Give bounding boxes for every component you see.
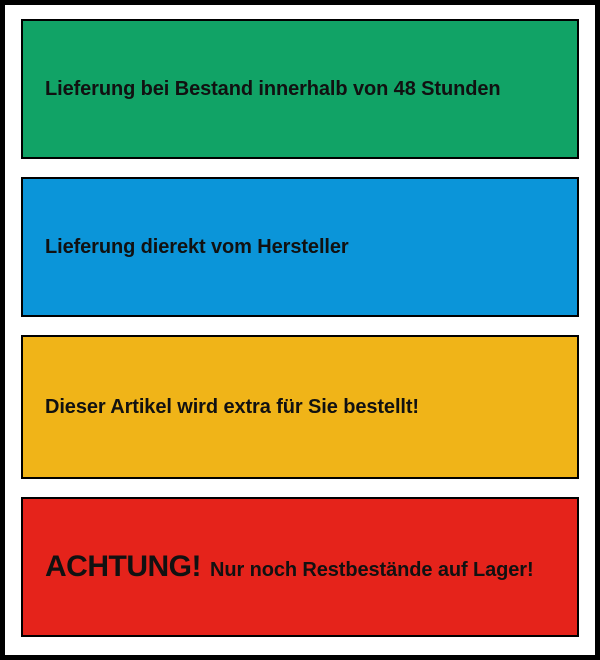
banner-attention-remaining-stock: [21, 497, 579, 637]
banner-delivery-48h-label: Lieferung bei Bestand innerhalb von 48 Stunden: [45, 77, 501, 100]
banner-attention-shout-label: ACHTUNG!: [45, 549, 201, 583]
banner-delivery-manufacturer-label: Lieferung dierekt vom Hersteller: [45, 235, 349, 258]
banner-attention-detail-label: Nur noch Restbestände auf Lager!: [209, 558, 534, 581]
banner-delivery-48h: [21, 19, 579, 159]
banner-special-order-label: Dieser Artikel wird extra für Sie bestellt!: [45, 395, 419, 418]
banner-attention-text-group: [23, 550, 548, 585]
banner-special-order: [21, 335, 579, 479]
banner-delivery-manufacturer: [21, 177, 579, 317]
